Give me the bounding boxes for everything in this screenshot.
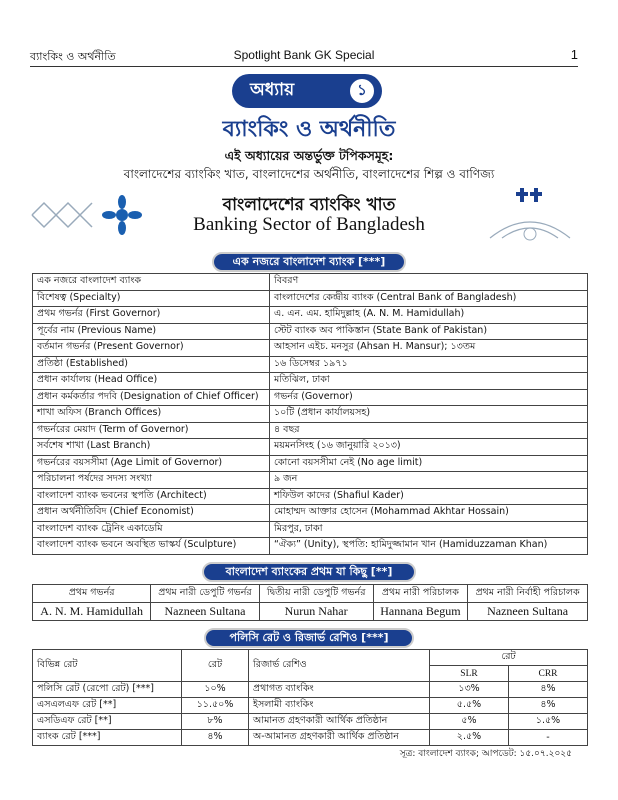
table-cell: ৮%: [182, 714, 249, 730]
table-cell: প্রধান কার্যালয় (Head Office): [33, 373, 270, 390]
table-cell: শাখা অফিস (Branch Offices): [33, 406, 270, 423]
table-cell: প্রধান কর্মকর্তার পদবি (Designation of Chief Officer): [33, 389, 270, 406]
table-cell: বাংলাদেশ ব্যাংক ভবনের স্থপতি (Architect): [33, 488, 270, 505]
source-note: সূত্র: বাংলাদেশ ব্যাংক; আপডেট: ১৫.০৭.২০২৫: [399, 749, 572, 759]
table-row: [33, 323, 588, 340]
table-cell: এসডিএফ রেট [**]: [33, 714, 182, 730]
chapter-badge: [232, 74, 382, 108]
table-cell: ৫%: [430, 714, 509, 730]
table-header-cell: CRR: [509, 666, 588, 682]
table-row: [33, 373, 588, 390]
table-cell: সর্বশেষ শাখা (Last Branch): [33, 439, 270, 456]
table-cell: পূর্বের নাম (Previous Name): [33, 323, 270, 340]
chapter-title: ব্যাংকিং ও অর্থনীতি: [222, 117, 396, 142]
table-row: [33, 698, 588, 714]
table-cell: এক নজরে বাংলাদেশ ব্যাংক: [33, 274, 270, 291]
table-cell: মতিঝিল, ঢাকা: [270, 373, 588, 390]
rates-pill: পলিসি রেট ও রিজার্ভ রেশিও [***]: [204, 628, 414, 648]
table-cell: স্টেট ব্যাংক অব পাকিস্তান (State Bank of Pakistan): [270, 323, 588, 340]
table-cell: প্রথম গভর্নর (First Governor): [33, 307, 270, 324]
table-cell: বর্তমান গভর্নর (Present Governor): [33, 340, 270, 357]
rates-table: [32, 649, 588, 746]
table-cell: আহসান এইচ. মনসুর (Ahsan H. Mansur); ১৩তম: [270, 340, 588, 357]
table-cell: প্রথাগত ব্যাংকিং: [249, 682, 430, 698]
table-cell: বাংলাদেশের কেন্দ্রীয় ব্যাংক (Central Bank of Bangladesh): [270, 290, 588, 307]
table-row: [33, 730, 588, 746]
table-cell: ১০%: [182, 682, 249, 698]
table-cell: Nurun Nahar: [259, 603, 373, 621]
table-row: [33, 422, 588, 439]
table-row: [33, 406, 588, 423]
table-cell: প্রধান অর্থনীতিবিদ (Chief Economist): [33, 505, 270, 522]
table-cell: বাংলাদেশ ব্যাংক ভবনে অবস্থিত ভাস্কর্য (Sculpture): [33, 538, 270, 555]
table-row: [33, 356, 588, 373]
firsts-pill: বাংলাদেশ ব্যাংকের প্রথম যা কিছু [**]: [202, 562, 416, 582]
table-cell: আমানত গ্রহণকারী আর্থিক প্রতিষ্ঠান: [249, 714, 430, 730]
table-row: [33, 488, 588, 505]
table-cell: অ-আমানত গ্রহণকারী আর্থিক প্রতিষ্ঠান: [249, 730, 430, 746]
table-cell: গভর্নর (Governor): [270, 389, 588, 406]
chapter-number: ১: [348, 77, 376, 105]
table-cell: ময়মনসিংহ (১৬ জানুয়ারি ২০১৩): [270, 439, 588, 456]
page-header: [30, 46, 578, 64]
table-header-row: [33, 650, 588, 666]
table-cell: ১১.৫০%: [182, 698, 249, 714]
table-row: [33, 521, 588, 538]
table-row: [33, 714, 588, 730]
table-cell: প্রতিষ্ঠা (Established): [33, 356, 270, 373]
table-cell: ১৩%: [430, 682, 509, 698]
table-row: [33, 340, 588, 357]
overview-pill: এক নজরে বাংলাদেশ ব্যাংক [***]: [212, 252, 406, 272]
table-header-cell: রিজার্ভ রেশিও: [249, 650, 430, 682]
table-cell: এ. এন. এম. হামিদুল্লাহ (A. N. M. Hamidullah): [270, 307, 588, 324]
table-row: [33, 274, 588, 291]
section-title-en: Banking Sector of Bangladesh: [193, 214, 425, 235]
table-row: [33, 455, 588, 472]
table-cell: ১৬ ডিসেম্বর ১৯৭১: [270, 356, 588, 373]
overview-table: [32, 273, 588, 555]
table-cell: কোনো বয়সসীমা নেই (No age limit): [270, 455, 588, 472]
table-cell: ৯ জন: [270, 472, 588, 489]
table-cell: ৪%: [509, 682, 588, 698]
table-cell: ৪%: [509, 698, 588, 714]
table-cell: মোহাম্মদ আক্তার হোসেন (Mohammad Akhtar Hossain): [270, 505, 588, 522]
table-cell: A. N. M. Hamidullah: [33, 603, 151, 621]
table-cell: “ঐক্য” (Unity), স্থপতি: হামিদুজ্জামান খান (Hamiduzzaman Khan): [270, 538, 588, 555]
topics-list: বাংলাদেশের ব্যাংকিং খাত, বাংলাদেশের অর্থনীতি, বাংলাদেশের শিল্প ও বাণিজ্য: [123, 167, 495, 181]
table-cell: পলিসি রেট (রেপো রেট) [***]: [33, 682, 182, 698]
table-header-cell: SLR: [430, 666, 509, 682]
table-row: [33, 538, 588, 555]
table-header-cell: বিভিন্ন রেট: [33, 650, 182, 682]
firsts-table: [32, 584, 588, 621]
table-header-cell: দ্বিতীয় নারী ডেপুটি গভর্নর: [259, 585, 373, 603]
table-row: [33, 682, 588, 698]
section-title-bn: বাংলাদেশের ব্যাংকিং খাত: [222, 195, 396, 215]
table-cell: Hannana Begum: [373, 603, 468, 621]
table-cell: Nazneen Sultana: [468, 603, 588, 621]
table-row: [33, 307, 588, 324]
table-cell: ৫.৫%: [430, 698, 509, 714]
table-cell: বিবরণ: [270, 274, 588, 291]
topics-heading: এই অধ্যায়ের অন্তর্ভুক্ত টপিকসমূহ:: [224, 148, 394, 163]
chapter-label: অধ্যায়: [250, 80, 295, 100]
header-divider: [30, 66, 578, 67]
table-cell: ১.৫%: [509, 714, 588, 730]
table-cell: মিরপুর, ঢাকা: [270, 521, 588, 538]
table-cell: এসএলএফ রেট [**]: [33, 698, 182, 714]
table-cell: ৪ বছর: [270, 422, 588, 439]
table-header-cell: প্রথম নারী ডেপুটি গভর্নর: [151, 585, 259, 603]
table-row: [33, 505, 588, 522]
table-header-cell: রেট: [430, 650, 588, 666]
table-cell: শফিউল কাদের (Shafiul Kader): [270, 488, 588, 505]
table-cell: ইসলামী ব্যাংকিং: [249, 698, 430, 714]
page-number: 1: [570, 47, 578, 62]
table-cell: ২.৫%: [430, 730, 509, 746]
table-cell: -: [509, 730, 588, 746]
table-cell: বাংলাদেশ ব্যাংক ট্রেনিং একাডেমি: [33, 521, 270, 538]
table-cell: গভর্নরের বয়সসীমা (Age Limit of Governor): [33, 455, 270, 472]
table-cell: Nazneen Sultana: [151, 603, 259, 621]
table-header-cell: প্রথম গভর্নর: [33, 585, 151, 603]
table-cell: ব্যাংক রেট [***]: [33, 730, 182, 746]
table-header-cell: প্রথম নারী পরিচালক: [373, 585, 468, 603]
table-header-row: [33, 585, 588, 603]
table-cell: বিশেষত্ব (Specialty): [33, 290, 270, 307]
table-cell: ১০টি (প্রধান কার্যালয়সহ): [270, 406, 588, 423]
table-cell: পরিচালনা পর্ষদের সদস্য সংখ্যা: [33, 472, 270, 489]
table-cell: ৪%: [182, 730, 249, 746]
table-header-cell: রেট: [182, 650, 249, 682]
table-row: [33, 472, 588, 489]
table-row: [33, 389, 588, 406]
table-cell: গভর্নরের মেয়াদ (Term of Governor): [33, 422, 270, 439]
table-header-cell: প্রথম নারী নির্বাহী পরিচালক: [468, 585, 588, 603]
header-center: Spotlight Bank GK Special: [233, 48, 375, 62]
table-row: [33, 603, 588, 621]
table-row: [33, 439, 588, 456]
header-left: ব্যাংকিং ও অর্থনীতি: [30, 50, 116, 63]
table-row: [33, 290, 588, 307]
